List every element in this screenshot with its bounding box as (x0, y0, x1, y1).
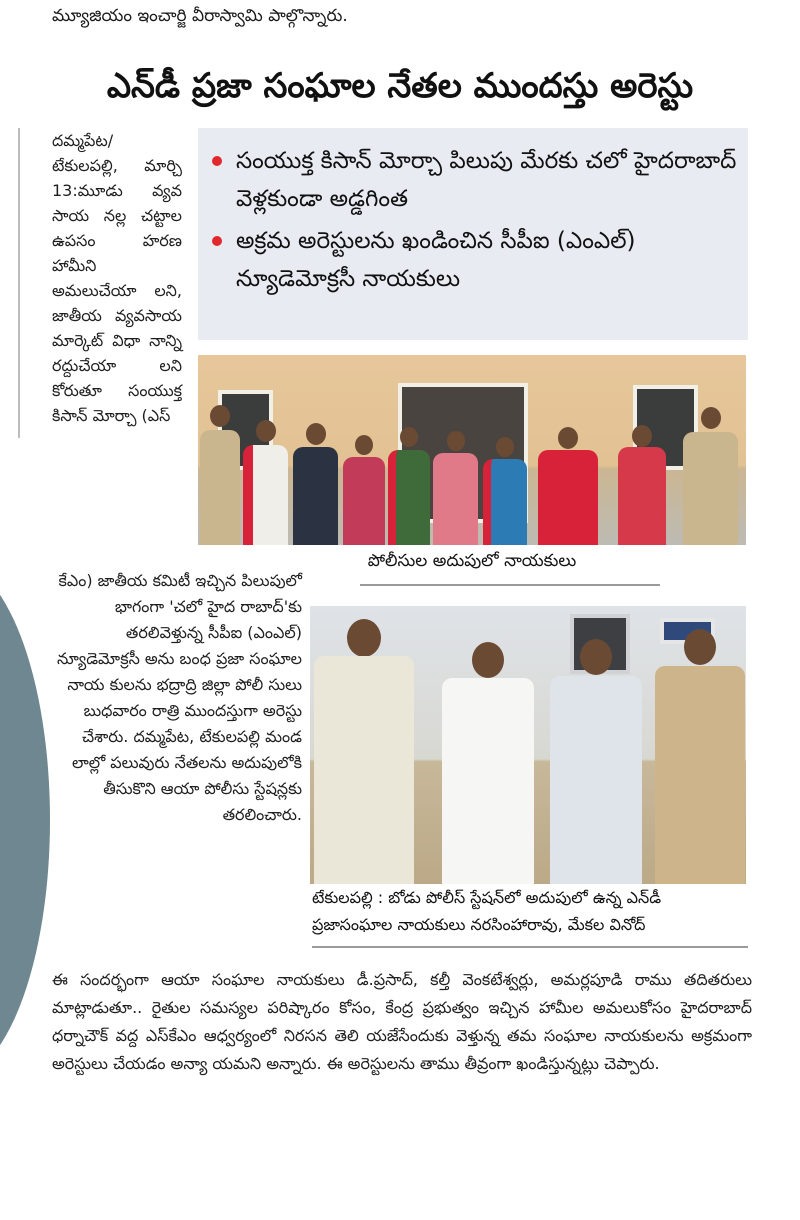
photo2-caption-line: ప్రజాసంఘాల నాయకులు నరసింహారావు, మేకల వినోద్ (312, 915, 646, 934)
highlight-item (212, 142, 738, 218)
photo-leaders-in-custody (198, 355, 746, 545)
column-divider (18, 128, 20, 438)
caption-rule (360, 584, 660, 586)
photo2-caption (312, 884, 752, 938)
photo-person (618, 425, 666, 545)
photo-person (343, 435, 385, 545)
photo-person (314, 619, 414, 884)
bullet-icon (212, 236, 222, 246)
photo-person (683, 407, 738, 545)
photo-person (550, 639, 642, 884)
photo-police-station (310, 606, 746, 884)
photo-person (538, 427, 598, 545)
highlight-text: అక్రమ అరెస్టులను ఖండించిన సీపీఐ (ఎంఎల్) న్యూడెమోక్రసీ నాయకులు (236, 228, 636, 292)
article-closing-paragraph: ఈ సందర్భంగా ఆయా సంఘాల నాయకులు డీ.ప్రసాద్, కల్తీ వెంకటేశ్వర్లు, అమర్లపూడి రాము తదితరులు మాట్లాడుతూ.. రైతుల సమస్యల పరిష్కారం కోసం, కేంద్ర ప్రభుత్వం ఇచ్చిన హామీల అమలుకోసం హైదరాబాద్ ధర్నాచౌక్ వద్ద ఎస్‌కేఎం ఆధ్వర్యంలో నిరసన తెలి యజేసేందుకు వెళ్తున్న తమ సంఘాల నాయకులను అక్రమంగా అరెస్టులు చేయడం అన్యా యమని అన్నారు. ఈ అరెస్టులను తాము తీవ్రంగా ఖండిస్తున్నట్లు చెప్పారు. (52, 970, 752, 1073)
article-body-column: దమ్మపేట/ టేకులపల్లి, మార్చి 13:మూడు వ్యవ సాయ నల్ల చట్టాల ఉపసం హరణ హామీని అమలుచేయా లని, జాతీయ వ్యవసాయ మార్కెట్ విధా నాన్ని రద్దుచేయా లని కోరుతూ సంయుక్త కిసాన్ మోర్చా (ఎస్ (52, 131, 182, 425)
photo-person (655, 629, 745, 884)
article-headline: ఎన్‌డీ ప్రజా సంఘాల నేతల ముందస్తు అరెస్టు (106, 66, 694, 106)
photo-person (243, 420, 288, 545)
photo-person (293, 423, 338, 545)
highlight-item (212, 222, 738, 298)
decorative-side-arc (0, 560, 50, 1080)
photo-person (483, 437, 527, 545)
photo-person (442, 642, 534, 884)
photo2-caption-line: టేకులపల్లి : బోడు పోలీస్ స్టేషన్‌లో అదుపులో ఉన్న ఎన్‌డీ (312, 888, 662, 907)
caption-rule (312, 946, 748, 948)
photo-person (388, 427, 430, 545)
highlight-box (198, 128, 748, 340)
previous-article-last-line: మ్యూజియం ఇంచార్జి వీరాస్వామి పాల్గొన్నారు. (52, 6, 348, 26)
article-body-wrap: కేఎం) జాతీయ కమిటీ ఇచ్చిన పిలుపులో భాగంగా 'చలో హైద రాబాద్'కు తరలివెళ్తున్న సీపీఐ (ఎంఎల్) న్యూడెమోక్రసీ అను బంధ ప్రజా సంఘాల నాయ కులను భద్రాద్రి జిల్లా పోలీ సులు బుధవారం రాత్రి ముందస్తుగా అరెస్టు చేశారు. దమ్మపేట, టేకులపల్లి మండ లాల్లో పలువురు నేతలను అదుపులోకి తీసుకొని ఆయా పోలీసు స్టేషన్లకు తరలించారు. (56, 571, 302, 824)
highlight-text: సంయుక్త కిసాన్ మోర్చా పిలుపు మేరకు చలో హైదరాబాద్ వెళ్లకుండా అడ్డగింత (236, 148, 737, 212)
photo1-caption: పోలీసుల అదుపులో నాయకులు (367, 551, 577, 571)
bullet-icon (212, 156, 222, 166)
photo-person (200, 405, 240, 545)
photo-person (433, 431, 478, 545)
